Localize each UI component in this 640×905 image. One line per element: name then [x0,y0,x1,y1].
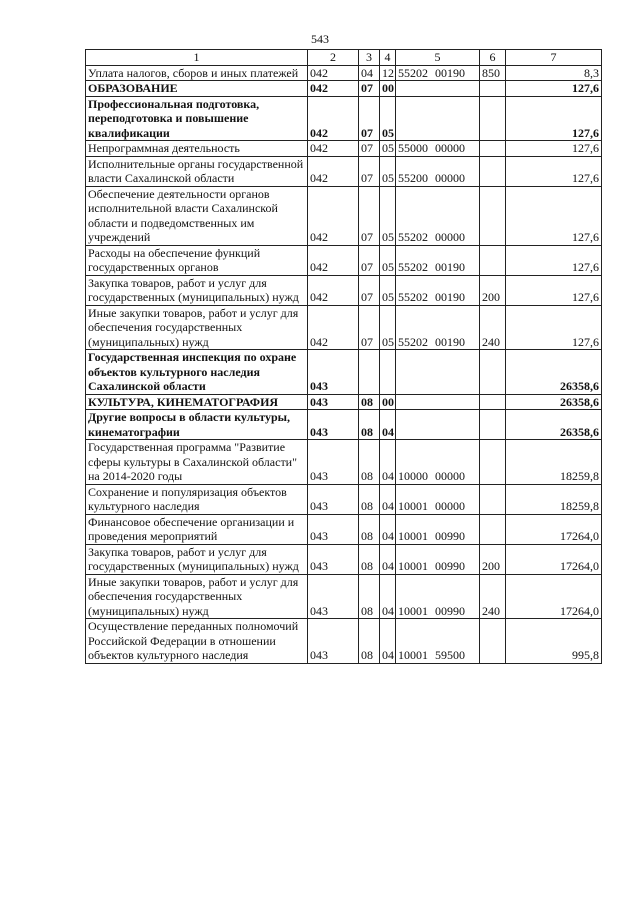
table-row [86,440,602,485]
table-row [86,96,602,141]
row-expense-type-cell [480,186,506,245]
row-amount-cell: 26358,6 [506,350,602,395]
row-subsection-cell: 04 [380,544,396,574]
row-ministry-code-cell: 043 [308,410,359,440]
row-expense-type-cell [480,394,506,410]
row-expense-type-cell [480,484,506,514]
row-section-cell: 07 [359,186,380,245]
col-header-5: 5 [396,50,480,66]
row-subsection-cell: 04 [380,410,396,440]
table-row [86,156,602,186]
row-amount-cell: 17264,0 [506,514,602,544]
row-section-cell: 07 [359,275,380,305]
row-amount-cell: 127,6 [506,275,602,305]
budget-table [85,49,602,664]
col-header-4: 4 [380,50,396,66]
row-name-cell: Финансовое обеспечение организации и проведения мероприятий [86,514,308,544]
table-row [86,544,602,574]
row-target-article-cell [396,394,480,410]
table-row [86,245,602,275]
row-ministry-code-cell: 042 [308,305,359,350]
row-section-cell [359,350,380,395]
row-amount-cell: 127,6 [506,96,602,141]
col-header-2: 2 [308,50,359,66]
row-target-article-cell [396,81,480,97]
table-row [86,275,602,305]
row-target-article-cell [396,350,480,395]
row-section-cell: 07 [359,156,380,186]
row-expense-type-cell [480,156,506,186]
table-row [86,574,602,619]
row-target-article-cell [396,96,480,141]
row-ministry-code-cell: 043 [308,544,359,574]
row-ministry-code-cell: 043 [308,514,359,544]
row-ministry-code-cell: 042 [308,186,359,245]
row-section-cell: 08 [359,514,380,544]
row-section-cell: 08 [359,484,380,514]
row-amount-cell: 127,6 [506,245,602,275]
row-section-cell: 08 [359,410,380,440]
row-name-cell: Осуществление переданных полномочий Российской Федерации в отношении объектов культурного наследия [86,619,308,664]
row-expense-type-cell [480,619,506,664]
row-ministry-code-cell: 042 [308,96,359,141]
row-name-cell: КУЛЬТУРА, КИНЕМАТОГРАФИЯ [86,394,308,410]
table-row [86,619,602,664]
row-name-cell: Закупка товаров, работ и услуг для государственных (муниципальных) нужд [86,275,308,305]
col-header-1: 1 [86,50,308,66]
row-amount-cell: 17264,0 [506,574,602,619]
row-name-cell: Другие вопросы в области культуры, кинематографии [86,410,308,440]
row-subsection-cell: 00 [380,81,396,97]
row-section-cell: 08 [359,574,380,619]
row-target-article-cell: 10001 00000 [396,484,480,514]
row-ministry-code-cell: 042 [308,81,359,97]
row-ministry-code-cell: 043 [308,440,359,485]
row-target-article-cell: 10001 59500 [396,619,480,664]
row-amount-cell: 26358,6 [506,394,602,410]
table-row [86,410,602,440]
row-subsection-cell: 05 [380,186,396,245]
table-row [86,394,602,410]
row-expense-type-cell [480,141,506,157]
row-expense-type-cell: 850 [480,65,506,81]
header-row [86,50,602,66]
row-target-article-cell: 10001 00990 [396,574,480,619]
row-subsection-cell: 04 [380,440,396,485]
table-row [86,65,602,81]
table-row [86,350,602,395]
row-target-article-cell: 10000 00000 [396,440,480,485]
row-subsection-cell: 12 [380,65,396,81]
row-name-cell: Государственная инспекция по охране объектов культурного наследия Сахалинской области [86,350,308,395]
row-subsection-cell: 04 [380,484,396,514]
row-amount-cell: 8,3 [506,65,602,81]
row-target-article-cell: 10001 00990 [396,514,480,544]
row-section-cell: 07 [359,81,380,97]
row-ministry-code-cell: 042 [308,141,359,157]
row-section-cell: 08 [359,619,380,664]
row-amount-cell: 127,6 [506,81,602,97]
row-subsection-cell: 05 [380,275,396,305]
row-subsection-cell [380,350,396,395]
row-target-article-cell: 55200 00000 [396,156,480,186]
row-name-cell: Исполнительные органы государственной власти Сахалинской области [86,156,308,186]
row-target-article-cell: 55202 00190 [396,245,480,275]
row-ministry-code-cell: 043 [308,394,359,410]
row-section-cell: 08 [359,394,380,410]
page-number: 543 [311,32,329,46]
row-ministry-code-cell: 042 [308,156,359,186]
row-section-cell: 04 [359,65,380,81]
row-ministry-code-cell: 043 [308,619,359,664]
row-expense-type-cell: 200 [480,275,506,305]
row-name-cell: Закупка товаров, работ и услуг для государственных (муниципальных) нужд [86,544,308,574]
row-expense-type-cell [480,440,506,485]
table-row [86,305,602,350]
row-name-cell: Государственная программа "Развитие сферы культуры в Сахалинской области" на 2014-2020 годы [86,440,308,485]
row-target-article-cell: 55000 00000 [396,141,480,157]
row-section-cell: 07 [359,245,380,275]
row-name-cell: ОБРАЗОВАНИЕ [86,81,308,97]
row-name-cell: Иные закупки товаров, работ и услуг для обеспечения государственных (муниципальных) нужд [86,574,308,619]
row-name-cell: Непрограммная деятельность [86,141,308,157]
table-row [86,81,602,97]
row-amount-cell: 26358,6 [506,410,602,440]
row-name-cell: Иные закупки товаров, работ и услуг для обеспечения государственных (муниципальных) нужд [86,305,308,350]
row-target-article-cell: 55202 00190 [396,305,480,350]
row-amount-cell: 127,6 [506,141,602,157]
row-expense-type-cell [480,245,506,275]
row-amount-cell: 18259,8 [506,484,602,514]
row-name-cell: Сохранение и популяризация объектов культурного наследия [86,484,308,514]
row-section-cell: 07 [359,96,380,141]
row-target-article-cell [396,410,480,440]
row-amount-cell: 127,6 [506,186,602,245]
row-amount-cell: 127,6 [506,305,602,350]
row-section-cell: 07 [359,305,380,350]
row-subsection-cell: 04 [380,514,396,544]
row-expense-type-cell [480,514,506,544]
row-name-cell: Обеспечение деятельности органов исполнительной власти Сахалинской области и подведомственных им учреждений [86,186,308,245]
row-ministry-code-cell: 043 [308,350,359,395]
row-subsection-cell: 05 [380,141,396,157]
row-name-cell: Уплата налогов, сборов и иных платежей [86,65,308,81]
table-row [86,186,602,245]
row-section-cell: 07 [359,141,380,157]
row-ministry-code-cell: 043 [308,574,359,619]
row-section-cell: 08 [359,544,380,574]
table-row [86,484,602,514]
row-expense-type-cell [480,81,506,97]
row-expense-type-cell: 240 [480,305,506,350]
row-section-cell: 08 [359,440,380,485]
row-expense-type-cell: 240 [480,574,506,619]
row-expense-type-cell: 200 [480,544,506,574]
row-subsection-cell: 04 [380,574,396,619]
row-target-article-cell: 55202 00190 [396,65,480,81]
row-amount-cell: 127,6 [506,156,602,186]
row-expense-type-cell [480,350,506,395]
row-subsection-cell: 04 [380,619,396,664]
row-ministry-code-cell: 043 [308,484,359,514]
row-target-article-cell: 10001 00990 [396,544,480,574]
row-amount-cell: 995,8 [506,619,602,664]
col-header-6: 6 [480,50,506,66]
row-target-article-cell: 55202 00190 [396,275,480,305]
row-amount-cell: 18259,8 [506,440,602,485]
col-header-3: 3 [359,50,380,66]
row-target-article-cell: 55202 00000 [396,186,480,245]
col-header-7: 7 [506,50,602,66]
row-subsection-cell: 05 [380,156,396,186]
row-subsection-cell: 05 [380,96,396,141]
row-subsection-cell: 00 [380,394,396,410]
row-ministry-code-cell: 042 [308,65,359,81]
table-row [86,514,602,544]
row-ministry-code-cell: 042 [308,275,359,305]
row-amount-cell: 17264,0 [506,544,602,574]
row-name-cell: Профессиональная подготовка, переподготовка и повышение квалификации [86,96,308,141]
row-ministry-code-cell: 042 [308,245,359,275]
row-name-cell: Расходы на обеспечение функций государственных органов [86,245,308,275]
table-row [86,141,602,157]
row-expense-type-cell [480,96,506,141]
row-expense-type-cell [480,410,506,440]
row-subsection-cell: 05 [380,245,396,275]
row-subsection-cell: 05 [380,305,396,350]
